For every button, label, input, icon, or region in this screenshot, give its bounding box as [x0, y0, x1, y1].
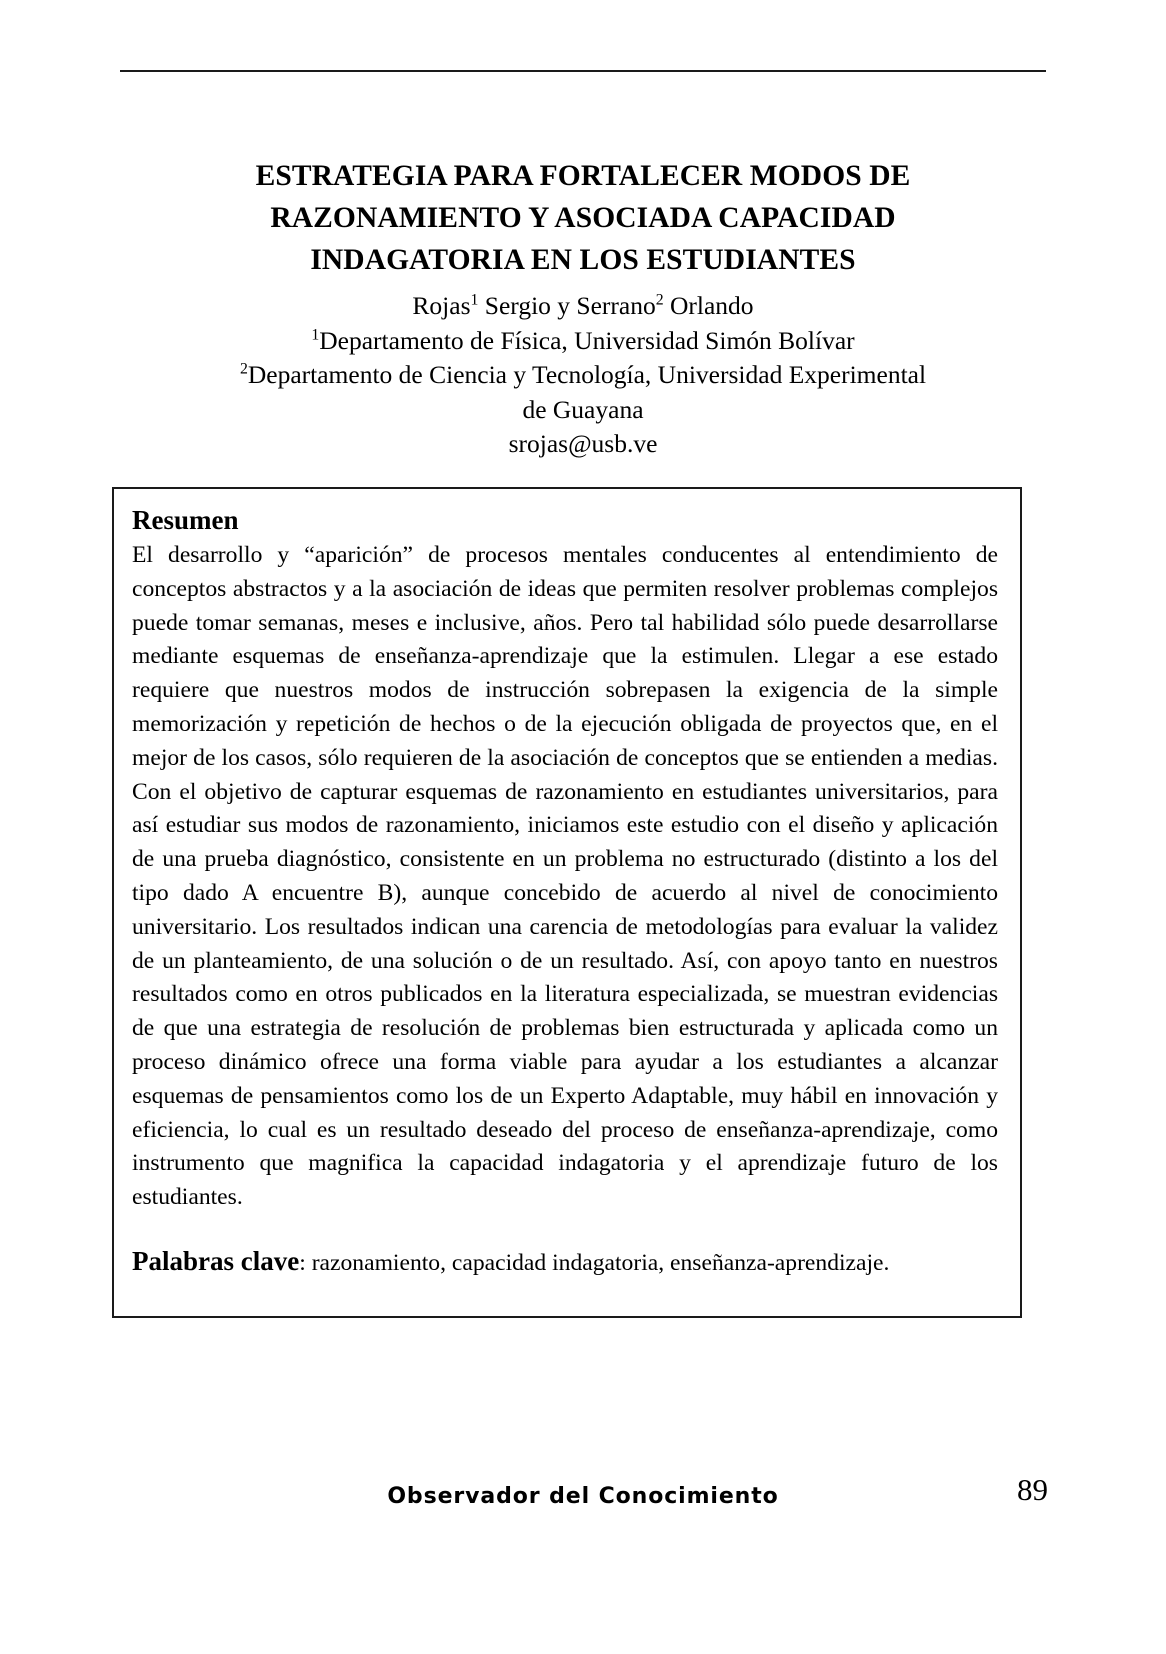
author-email[interactable]: srojas@usb.ve — [508, 429, 658, 458]
affiliation-2-text: Departamento de Ciencia y Tecnología, Universidad Experimental — [247, 360, 927, 389]
author-names-mid: Sergio y Serrano — [478, 291, 656, 320]
affiliation-2-continuation: de Guayana — [522, 394, 644, 424]
keywords-label: Palabras clave — [132, 1245, 300, 1276]
abstract-content — [114, 489, 1020, 1281]
author-names-prefix: Rojas — [412, 291, 471, 320]
title-line-1: ESTRATEGIA PARA FORTALECER MODOS DE — [255, 159, 911, 192]
abstract-body: El desarrollo y “aparición” de procesos mentales conducentes al entendimiento de conceptos abstractos y a la asociación de ideas que permiten resolver problemas complejos puede tomar semanas, meses e inclusive, años. Pero tal habilidad sólo puede desarrollarse mediante esquemas de enseñanza-aprendizaje que la estimulen. Llegar a ese estado requiere que nuestros modos de instrucción sobrepasen la exigencia de la simple memorización y repetición de hechos o de la ejecución obligada de proyectos que, en el mejor de los casos, sólo requieren de la asociación de conceptos que se entienden a medias. Con el objetivo de capturar esquemas de razonamiento en estudiantes universitarios, para así estudiar sus modos de razonamiento, iniciamos este estudio con el diseño y aplicación de una prueba diagnóstico, consistente en un problema no estructurado (distinto a los del tipo dado A encuentre B), aunque concebido de acuerdo al nivel de conocimiento universitario. Los resultados indican una carencia de metodologías para evaluar la validez de un planteamiento, de una solución o de un resultado. Así, con apoyo tanto en nuestros resultados como en otros publicados en la literatura especializada, se muestran evidencias de que una estrategia de resolución de problemas bien estructurada y aplicada como un proceso dinámico ofrece una forma viable para ayudar a los estudiantes a alcanzar esquemas de pensamientos como los de un Experto Adaptable, muy hábil en innovación y eficiencia, lo cual es un resultado deseado del proceso de enseñanza-aprendizaje, como instrumento que magnifica la capacidad indagatoria y el aprendizaje futuro de los estudiantes. — [132, 542, 998, 1211]
affiliation-1-text: Departamento de Física, Universidad Simón Bolívar — [319, 325, 855, 355]
affiliation-1-marker: 1 — [311, 326, 320, 343]
keywords-list: razonamiento, capacidad indagatoria, enseñanza-aprendizaje. — [311, 1249, 890, 1276]
author-block — [120, 289, 1046, 462]
keywords-separator: : — [299, 1249, 312, 1276]
abstract-box — [112, 487, 1022, 1318]
author-sup-1: 1 — [470, 291, 479, 309]
author-sup-2: 2 — [655, 291, 664, 309]
affiliation-1 — [120, 324, 1046, 359]
author-names — [120, 289, 1046, 324]
footer-journal-name: Observador del Conocimiento — [387, 1484, 779, 1509]
affiliation-2 — [120, 358, 1046, 393]
footer-page-number: 89 — [1017, 1472, 1048, 1507]
author-names-suffix: Orlando — [663, 291, 754, 320]
page-title — [140, 155, 1026, 281]
header-rule — [120, 70, 1046, 72]
keywords-line — [132, 1245, 998, 1281]
title-line-2: RAZONAMIENTO Y ASOCIADA CAPACIDAD — [270, 201, 896, 234]
title-line-3: INDAGATORIA EN LOS ESTUDIANTES — [310, 243, 856, 276]
affiliation-2-marker: 2 — [239, 360, 248, 378]
abstract-heading: Resumen — [132, 505, 239, 535]
